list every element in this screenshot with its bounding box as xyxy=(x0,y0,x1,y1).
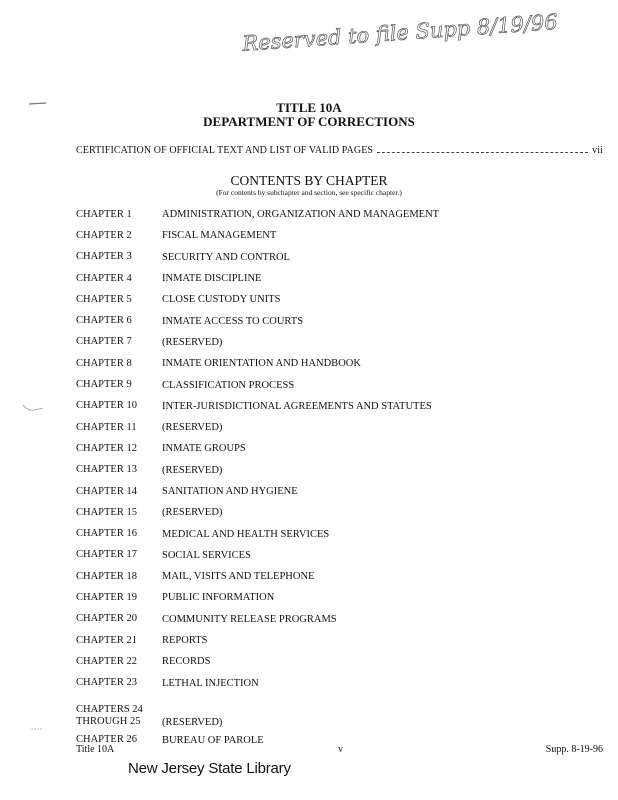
certification-entry xyxy=(76,145,603,156)
scan-smudge xyxy=(22,400,44,410)
chapter-number: CHAPTER 14 xyxy=(76,485,137,497)
dotted-leader xyxy=(377,152,588,153)
library-stamp: New Jersey State Library xyxy=(128,760,291,777)
chapter-title: INMATE GROUPS xyxy=(162,443,246,455)
chapter-title: ADMINISTRATION, ORGANIZATION AND MANAGEMENT xyxy=(162,209,440,221)
chapter-number: CHAPTER 9 xyxy=(76,379,132,391)
chapter-number-line: THROUGH 25 xyxy=(76,715,141,727)
contents-subheading: (For contents by subchapter and section, see specific chapter.) xyxy=(216,188,402,197)
scan-smudge xyxy=(30,718,44,722)
chapter-number-line: CHAPTERS 24 xyxy=(76,703,143,715)
chapter-row xyxy=(76,673,596,694)
chapter-row xyxy=(76,310,596,331)
chapter-number: CHAPTER 19 xyxy=(76,591,137,603)
chapter-number xyxy=(76,704,162,728)
svg-text:Reserved to file Supp 8/19/96: Reserved to file Supp 8/19/96 xyxy=(241,9,558,56)
chapter-number: CHAPTER 26 xyxy=(76,734,137,746)
chapter-title: (RESERVED) xyxy=(162,464,223,476)
footer-title: Title 10A xyxy=(76,744,115,755)
chapter-number: CHAPTER 17 xyxy=(76,549,137,561)
chapter-title: BUREAU OF PAROLE xyxy=(162,734,264,746)
footer-supplement-date: Supp. 8-19-96 xyxy=(545,744,603,755)
chapter-row xyxy=(76,417,596,438)
certification-page: vii xyxy=(592,145,603,156)
chapter-row xyxy=(76,247,596,268)
certification-label: CERTIFICATION OF OFFICIAL TEXT AND LIST OF VALID PAGES xyxy=(76,145,374,156)
chapter-list xyxy=(76,204,596,751)
chapter-title: INMATE ACCESS TO COURTS xyxy=(162,315,304,327)
chapter-title: MAIL, VISITS AND TELEPHONE xyxy=(162,571,315,583)
chapter-number: CHAPTER 7 xyxy=(76,336,132,348)
chapter-title: COMMUNITY RELEASE PROGRAMS xyxy=(162,613,337,625)
chapter-number: CHAPTER 18 xyxy=(76,570,137,582)
chapter-row xyxy=(76,460,596,481)
chapter-title: (RESERVED) xyxy=(162,336,223,348)
chapter-row xyxy=(76,225,596,246)
chapter-row xyxy=(76,694,596,730)
chapter-row xyxy=(76,268,596,289)
chapter-title: FISCAL MANAGEMENT xyxy=(162,230,277,242)
scan-smudge xyxy=(28,93,48,97)
chapter-title: RECORDS xyxy=(162,656,211,668)
chapter-number: CHAPTER 1 xyxy=(76,208,132,220)
chapter-number: CHAPTER 10 xyxy=(76,400,137,412)
chapter-title: (RESERVED) xyxy=(162,716,223,728)
chapter-title: LETHAL INJECTION xyxy=(162,677,259,689)
chapter-row xyxy=(76,730,596,751)
chapter-row xyxy=(76,523,596,544)
chapter-title: INMATE ORIENTATION AND HANDBOOK xyxy=(162,358,361,370)
chapter-number: CHAPTER 5 xyxy=(76,293,132,305)
chapter-title: CLOSE CUSTODY UNITS xyxy=(162,294,281,306)
chapter-title: SECURITY AND CONTROL xyxy=(162,251,290,263)
chapter-number: CHAPTER 3 xyxy=(76,251,132,263)
chapter-number: CHAPTER 2 xyxy=(76,229,132,241)
chapter-row xyxy=(76,609,596,630)
chapter-number: CHAPTER 12 xyxy=(76,442,137,454)
contents-heading: CONTENTS BY CHAPTER xyxy=(230,173,388,188)
chapter-row xyxy=(76,438,596,459)
chapter-title: INMATE DISCIPLINE xyxy=(162,273,262,285)
chapter-number: CHAPTER 8 xyxy=(76,357,132,369)
chapter-number: CHAPTER 16 xyxy=(76,528,137,540)
chapter-title: (RESERVED) xyxy=(162,422,223,434)
chapter-title: CLASSIFICATION PROCESS xyxy=(162,379,295,391)
chapter-number: CHAPTER 22 xyxy=(76,655,137,667)
chapter-title: INTER-JURISDICTIONAL AGREEMENTS AND STATUTES xyxy=(162,400,432,412)
chapter-number: CHAPTER 20 xyxy=(76,613,137,625)
footer-page-number: v xyxy=(338,744,343,755)
chapter-number: CHAPTER 15 xyxy=(76,506,137,518)
chapter-row xyxy=(76,289,596,310)
chapter-row xyxy=(76,396,596,417)
title-heading: TITLE 10A xyxy=(276,100,342,115)
chapter-row xyxy=(76,204,596,225)
chapter-row xyxy=(76,545,596,566)
chapter-title: (RESERVED) xyxy=(162,507,223,519)
chapter-title: PUBLIC INFORMATION xyxy=(162,592,275,604)
chapter-row xyxy=(76,481,596,502)
chapter-row xyxy=(76,566,596,587)
chapter-number: CHAPTER 13 xyxy=(76,464,137,476)
chapter-number: CHAPTER 6 xyxy=(76,315,132,327)
chapter-row xyxy=(76,587,596,608)
chapter-row xyxy=(76,353,596,374)
chapter-number: CHAPTER 4 xyxy=(76,272,132,284)
chapter-row xyxy=(76,374,596,395)
chapter-title: REPORTS xyxy=(162,635,208,647)
chapter-title: SANITATION AND HYGIENE xyxy=(162,486,298,497)
chapter-row xyxy=(76,502,596,523)
chapter-title: MEDICAL AND HEALTH SERVICES xyxy=(162,528,330,540)
chapter-row xyxy=(76,651,596,672)
chapter-row xyxy=(76,630,596,651)
handwritten-annotation xyxy=(238,8,558,56)
chapter-number: CHAPTER 11 xyxy=(76,421,137,433)
chapter-title: SOCIAL SERVICES xyxy=(162,549,251,561)
department-heading: DEPARTMENT OF CORRECTIONS xyxy=(203,114,415,129)
chapter-row xyxy=(76,332,596,353)
chapter-number: CHAPTER 23 xyxy=(76,677,137,689)
chapter-number: CHAPTER 21 xyxy=(76,634,137,646)
